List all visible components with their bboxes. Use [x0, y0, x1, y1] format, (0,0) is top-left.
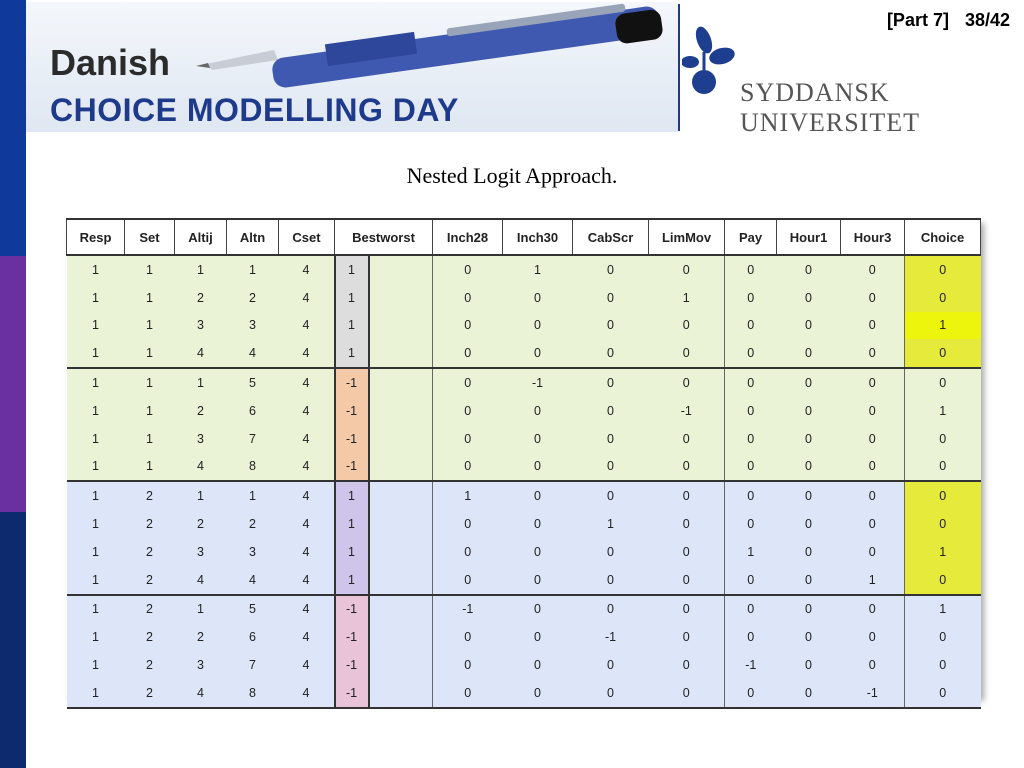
- col-header: Hour3: [841, 219, 905, 255]
- table-cell: 0: [503, 397, 573, 425]
- table-cell: 1: [335, 312, 369, 340]
- table-row: [67, 481, 981, 510]
- table-cell: -1: [841, 679, 905, 708]
- table-cell: 0: [777, 679, 841, 708]
- spacer-cell: [369, 255, 433, 284]
- table-cell: 1: [67, 368, 125, 397]
- table-cell: 6: [227, 623, 279, 651]
- table-cell: 2: [227, 510, 279, 538]
- table-cell: 1: [905, 538, 981, 566]
- table-row: [67, 425, 981, 453]
- table-row: [67, 284, 981, 312]
- table-cell: 0: [503, 595, 573, 624]
- table-cell: 1: [335, 538, 369, 566]
- table-cell: 0: [433, 255, 503, 284]
- table-cell: 0: [433, 368, 503, 397]
- table-cell: 4: [279, 255, 335, 284]
- spacer-cell: [369, 679, 433, 708]
- nested-logit-table: [66, 218, 981, 709]
- table-cell: 0: [433, 339, 503, 368]
- table-cell: 0: [433, 510, 503, 538]
- table-cell: 0: [905, 510, 981, 538]
- table-cell: 0: [725, 566, 777, 595]
- table-header-row: [67, 219, 981, 255]
- table-cell: 0: [573, 312, 649, 340]
- table-cell: 8: [227, 453, 279, 482]
- table-cell: 0: [725, 510, 777, 538]
- table-cell: 0: [841, 255, 905, 284]
- table-cell: -1: [335, 397, 369, 425]
- table-cell: 0: [777, 425, 841, 453]
- table-cell: 1: [125, 284, 175, 312]
- accent-segment-purple: [0, 256, 26, 512]
- table-cell: 0: [905, 284, 981, 312]
- slide-position: [871, 10, 1010, 31]
- part-label: [Part 7]: [886, 10, 949, 30]
- table-cell: 4: [279, 651, 335, 679]
- table-cell: 1: [125, 453, 175, 482]
- table-cell: 4: [279, 425, 335, 453]
- table-cell: 0: [649, 453, 725, 482]
- table-cell: 4: [175, 339, 227, 368]
- table-cell: 0: [725, 679, 777, 708]
- col-header: Choice: [905, 219, 981, 255]
- table-cell: 2: [125, 651, 175, 679]
- table-row: [67, 538, 981, 566]
- table-cell: 4: [279, 510, 335, 538]
- table-cell: 0: [573, 595, 649, 624]
- table-cell: 0: [905, 623, 981, 651]
- table-cell: 0: [649, 255, 725, 284]
- table-cell: 0: [841, 425, 905, 453]
- table-cell: 1: [649, 284, 725, 312]
- table-cell: 0: [649, 679, 725, 708]
- table-cell: 0: [573, 397, 649, 425]
- table-cell: 0: [649, 538, 725, 566]
- table-cell: 4: [175, 453, 227, 482]
- table-cell: 1: [67, 312, 125, 340]
- table-cell: 0: [905, 255, 981, 284]
- spacer-cell: [369, 453, 433, 482]
- col-header: LimMov: [649, 219, 725, 255]
- table-cell: 3: [175, 425, 227, 453]
- table-cell: 0: [503, 425, 573, 453]
- table-cell: 0: [725, 284, 777, 312]
- table-cell: 0: [841, 312, 905, 340]
- table-cell: 1: [227, 481, 279, 510]
- data-table-container: [66, 218, 980, 700]
- table-cell: 7: [227, 425, 279, 453]
- table-cell: 0: [777, 566, 841, 595]
- table-cell: 0: [573, 481, 649, 510]
- table-cell: 4: [279, 538, 335, 566]
- table-cell: 0: [725, 368, 777, 397]
- table-cell: 2: [175, 284, 227, 312]
- col-header: Resp: [67, 219, 125, 255]
- table-row: [67, 510, 981, 538]
- table-cell: 0: [573, 368, 649, 397]
- table-cell: 1: [67, 566, 125, 595]
- table-cell: 4: [279, 595, 335, 624]
- table-cell: 0: [725, 453, 777, 482]
- table-cell: 2: [125, 510, 175, 538]
- table-cell: 1: [125, 312, 175, 340]
- table-cell: -1: [335, 623, 369, 651]
- table-cell: 1: [67, 453, 125, 482]
- table-cell: 1: [125, 255, 175, 284]
- table-cell: 4: [279, 679, 335, 708]
- table-cell: 0: [573, 255, 649, 284]
- table-cell: 2: [125, 566, 175, 595]
- table-cell: 1: [67, 538, 125, 566]
- table-cell: 4: [227, 566, 279, 595]
- table-cell: 2: [125, 679, 175, 708]
- table-cell: 1: [175, 255, 227, 284]
- table-cell: 7: [227, 651, 279, 679]
- table-cell: 1: [175, 481, 227, 510]
- table-cell: 0: [841, 284, 905, 312]
- table-cell: 1: [67, 397, 125, 425]
- table-cell: 0: [503, 679, 573, 708]
- col-header: Altij: [175, 219, 227, 255]
- table-cell: 2: [175, 623, 227, 651]
- left-accent-bar: [0, 0, 26, 768]
- table-cell: 0: [841, 538, 905, 566]
- table-cell: 1: [67, 679, 125, 708]
- table-cell: 0: [777, 510, 841, 538]
- table-body: [67, 255, 981, 708]
- table-row: [67, 339, 981, 368]
- spacer-cell: [369, 284, 433, 312]
- table-cell: 1: [905, 595, 981, 624]
- table-cell: 0: [573, 284, 649, 312]
- table-cell: 1: [335, 255, 369, 284]
- table-cell: 4: [175, 679, 227, 708]
- table-cell: 0: [905, 368, 981, 397]
- spacer-cell: [369, 651, 433, 679]
- table-cell: 1: [227, 255, 279, 284]
- table-cell: -1: [573, 623, 649, 651]
- table-cell: 0: [905, 425, 981, 453]
- table-cell: 1: [67, 255, 125, 284]
- table-cell: 0: [905, 566, 981, 595]
- table-cell: 0: [433, 623, 503, 651]
- table-row: [67, 397, 981, 425]
- table-cell: 4: [279, 453, 335, 482]
- table-cell: 0: [503, 284, 573, 312]
- table-cell: -1: [649, 397, 725, 425]
- table-cell: 3: [175, 538, 227, 566]
- table-cell: 1: [335, 566, 369, 595]
- table-cell: 0: [573, 425, 649, 453]
- table-cell: 1: [433, 481, 503, 510]
- table-cell: 0: [777, 481, 841, 510]
- table-cell: 0: [841, 651, 905, 679]
- table-cell: 0: [725, 623, 777, 651]
- col-header: Pay: [725, 219, 777, 255]
- table-cell: 4: [279, 397, 335, 425]
- col-header: CabScr: [573, 219, 649, 255]
- table-cell: 0: [905, 339, 981, 368]
- table-cell: 0: [841, 595, 905, 624]
- table-cell: 2: [125, 538, 175, 566]
- university-name: SYDDANSK UNIVERSITET: [740, 78, 920, 137]
- table-cell: 0: [777, 595, 841, 624]
- table-cell: 0: [725, 595, 777, 624]
- table-cell: 4: [279, 312, 335, 340]
- table-cell: 0: [777, 284, 841, 312]
- slide-subtitle: Nested Logit Approach.: [406, 163, 618, 188]
- table-cell: 0: [777, 255, 841, 284]
- table-cell: 4: [279, 368, 335, 397]
- table-cell: 0: [649, 510, 725, 538]
- col-header: Set: [125, 219, 175, 255]
- table-cell: 4: [227, 339, 279, 368]
- table-cell: 3: [227, 538, 279, 566]
- table-cell: 3: [175, 312, 227, 340]
- table-cell: 0: [503, 510, 573, 538]
- table-cell: 5: [227, 368, 279, 397]
- banner-title-event: CHOICE MODELLING DAY: [50, 92, 459, 128]
- table-cell: 8: [227, 679, 279, 708]
- table-cell: 0: [649, 312, 725, 340]
- table-row: [67, 595, 981, 624]
- table-cell: 1: [67, 481, 125, 510]
- spacer-cell: [369, 623, 433, 651]
- accent-segment-blue: [0, 0, 26, 256]
- table-cell: 0: [777, 368, 841, 397]
- table-row: [67, 623, 981, 651]
- table-cell: 2: [125, 595, 175, 624]
- spacer-cell: [369, 481, 433, 510]
- table-cell: 1: [503, 255, 573, 284]
- table-cell: 2: [125, 623, 175, 651]
- table-cell: -1: [335, 679, 369, 708]
- table-cell: 5: [227, 595, 279, 624]
- table-cell: 0: [433, 312, 503, 340]
- table-cell: 1: [67, 510, 125, 538]
- table-cell: 1: [175, 368, 227, 397]
- table-cell: 0: [433, 453, 503, 482]
- table-cell: 0: [725, 339, 777, 368]
- spacer-cell: [369, 312, 433, 340]
- table-cell: 0: [503, 651, 573, 679]
- table-cell: 4: [175, 566, 227, 595]
- table-cell: 0: [573, 538, 649, 566]
- table-cell: 1: [67, 623, 125, 651]
- table-cell: 0: [503, 481, 573, 510]
- table-cell: 0: [433, 566, 503, 595]
- spacer-cell: [369, 397, 433, 425]
- table-cell: 0: [777, 339, 841, 368]
- table-cell: 0: [905, 651, 981, 679]
- table-cell: -1: [335, 453, 369, 482]
- table-cell: 1: [725, 538, 777, 566]
- table-cell: 1: [125, 397, 175, 425]
- table-cell: 0: [841, 623, 905, 651]
- table-cell: 0: [573, 679, 649, 708]
- banner-title-danish: Danish: [50, 42, 171, 83]
- table-row: [67, 453, 981, 482]
- table-cell: 1: [67, 284, 125, 312]
- spacer-cell: [369, 538, 433, 566]
- spacer-cell: [369, 339, 433, 368]
- table-cell: 0: [725, 481, 777, 510]
- table-cell: 1: [335, 284, 369, 312]
- table-cell: 0: [573, 339, 649, 368]
- table-row: [67, 566, 981, 595]
- table-cell: 4: [279, 339, 335, 368]
- table-cell: 2: [227, 284, 279, 312]
- table-cell: -1: [725, 651, 777, 679]
- col-header: Altn: [227, 219, 279, 255]
- table-cell: -1: [433, 595, 503, 624]
- table-cell: 0: [841, 368, 905, 397]
- spacer-cell: [369, 566, 433, 595]
- table-cell: 0: [433, 679, 503, 708]
- spacer-cell: [369, 595, 433, 624]
- table-cell: 0: [841, 481, 905, 510]
- table-cell: 0: [649, 595, 725, 624]
- table-cell: 0: [649, 481, 725, 510]
- table-cell: 0: [725, 255, 777, 284]
- banner-divider: [678, 4, 680, 131]
- table-cell: 0: [649, 368, 725, 397]
- table-cell: 0: [905, 481, 981, 510]
- table-cell: 0: [503, 623, 573, 651]
- table-cell: 0: [841, 510, 905, 538]
- table-cell: 0: [503, 566, 573, 595]
- spacer-cell: [369, 368, 433, 397]
- table-cell: 1: [125, 425, 175, 453]
- table-cell: 0: [503, 339, 573, 368]
- table-cell: -1: [335, 368, 369, 397]
- table-cell: 0: [777, 623, 841, 651]
- table-row: [67, 679, 981, 708]
- table-cell: 1: [905, 312, 981, 340]
- table-cell: 1: [67, 425, 125, 453]
- table-cell: 0: [649, 651, 725, 679]
- accent-segment-navy: [0, 512, 26, 768]
- table-cell: 0: [841, 453, 905, 482]
- col-header: Inch28: [433, 219, 503, 255]
- table-cell: 1: [841, 566, 905, 595]
- table-cell: 3: [175, 651, 227, 679]
- table-cell: 2: [125, 481, 175, 510]
- table-cell: 0: [433, 651, 503, 679]
- col-header: Cset: [279, 219, 335, 255]
- table-cell: 0: [503, 312, 573, 340]
- table-cell: 4: [279, 623, 335, 651]
- table-cell: 0: [841, 397, 905, 425]
- table-cell: 2: [175, 397, 227, 425]
- table-cell: 0: [777, 538, 841, 566]
- table-cell: 0: [649, 339, 725, 368]
- table-cell: 0: [777, 651, 841, 679]
- table-cell: -1: [503, 368, 573, 397]
- table-cell: 0: [649, 425, 725, 453]
- table-cell: 0: [649, 566, 725, 595]
- table-cell: 0: [905, 453, 981, 482]
- col-header: Inch30: [503, 219, 573, 255]
- table-cell: 1: [67, 651, 125, 679]
- table-cell: -1: [335, 651, 369, 679]
- university-logo-icon: [682, 22, 742, 102]
- table-cell: 4: [279, 566, 335, 595]
- table-row: [67, 312, 981, 340]
- table-cell: 0: [573, 651, 649, 679]
- table-cell: 1: [175, 595, 227, 624]
- table-cell: 0: [649, 623, 725, 651]
- table-cell: 0: [573, 566, 649, 595]
- col-header: Hour1: [777, 219, 841, 255]
- table-row: [67, 368, 981, 397]
- table-cell: 4: [279, 481, 335, 510]
- table-cell: 0: [503, 538, 573, 566]
- table-cell: 1: [67, 339, 125, 368]
- table-cell: 1: [905, 397, 981, 425]
- table-cell: 0: [725, 425, 777, 453]
- table-cell: 6: [227, 397, 279, 425]
- table-cell: 0: [725, 312, 777, 340]
- table-cell: 4: [279, 284, 335, 312]
- table-cell: 0: [905, 679, 981, 708]
- table-cell: 0: [503, 453, 573, 482]
- table-cell: 2: [175, 510, 227, 538]
- table-row: [67, 255, 981, 284]
- table-cell: 1: [335, 481, 369, 510]
- event-banner: [26, 2, 678, 132]
- spacer-cell: [369, 510, 433, 538]
- table-cell: 0: [725, 397, 777, 425]
- table-cell: 0: [433, 538, 503, 566]
- table-cell: 0: [433, 397, 503, 425]
- spacer-cell: [369, 425, 433, 453]
- table-cell: 1: [335, 510, 369, 538]
- table-cell: 3: [227, 312, 279, 340]
- page-number: 38/42: [964, 10, 1010, 30]
- col-header: Bestworst: [335, 219, 433, 255]
- table-cell: 1: [125, 339, 175, 368]
- table-cell: 1: [67, 595, 125, 624]
- table-cell: 1: [125, 368, 175, 397]
- table-cell: -1: [335, 425, 369, 453]
- table-cell: 0: [573, 453, 649, 482]
- table-row: [67, 651, 981, 679]
- table-cell: 0: [777, 312, 841, 340]
- table-cell: 0: [841, 339, 905, 368]
- table-cell: 0: [433, 425, 503, 453]
- table-cell: 0: [777, 453, 841, 482]
- table-cell: 1: [335, 339, 369, 368]
- table-cell: 0: [433, 284, 503, 312]
- table-cell: 1: [573, 510, 649, 538]
- table-cell: 0: [777, 397, 841, 425]
- table-cell: -1: [335, 595, 369, 624]
